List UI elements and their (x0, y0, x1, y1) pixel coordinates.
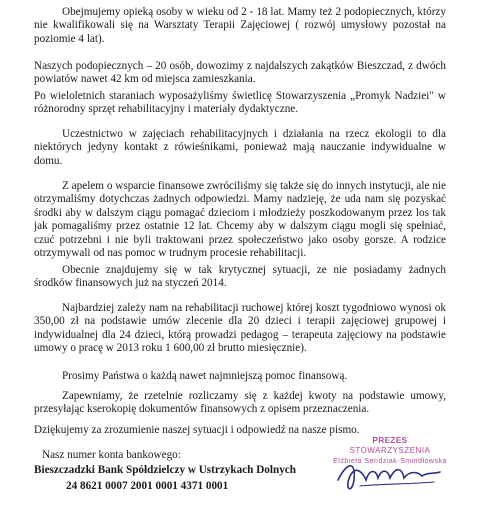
bank-name: Bieszczadzki Bank Spółdzielczy w Ustrzykach Dolnych (34, 464, 296, 476)
paragraph-8: Prosimy Państwa o każdą nawet najmniejszą pomoc finansową. (62, 370, 348, 382)
stamp-name: Elżbieta Sendziak-Smindłowska (333, 458, 447, 465)
stamp-title: PREZES (372, 436, 408, 445)
stamp-org: STOWARZYSZENIA (349, 446, 431, 455)
account-label: Nasz numer konta bankowego: (42, 449, 181, 461)
paragraph-3: Po wieloletnich staraniach wyposażyliśmy świetlicę Stowarzyszenia „Promyk Nadziei" w różnorodny sprzęt rehabilitacyjny i materiały dydaktyczne. (34, 90, 446, 116)
paragraph-9: Zapewniamy, że rzetelnie rozliczamy się z każdej kwoty na podstawie umowy, przesyłając kserokopię dokumentów finansowych z opisem przeznaczenia. (34, 390, 446, 416)
account-number: 24 8621 0007 2001 0001 4371 0001 (66, 480, 229, 492)
paragraph-7: Najbardziej zależy nam na rehabilitacji ruchowej której koszt tygodniowo wynosi ok 350,00 zł na podstawie umów zlecenie dla 20 dzieci i terapii zajęciowej grupowej i indywidualnej dla 24 dzieci, którą prowadzi pedagog – terapeuta zajęciowy na podstawie umowy o pracę w 2013 roku 1 600,00 zł brutto miesięcznie). (34, 302, 446, 355)
paragraph-4: Uczestnictwo w zajęciach rehabilitacyjnych i działania na rzecz ekologii to dla niektórych jedyny kontakt z rówieśnikami, ponieważ mają nauczanie indywidualne w domu. (34, 128, 446, 167)
paragraph-1: Obejmujemy opieką osoby w wieku od 2 - 18 lat. Mamy też 2 podopiecznych, którzy nie kwalifikowali się na Warsztaty Terapii Zajęciowej ( rozwój umysłowy pozostał na poziomie 4 lat). (34, 6, 446, 45)
handwritten-signature (330, 450, 450, 500)
paragraph-5: Z apelem o wsparcie finansowe zwróciliśmy się także się do innych instytucji, ale nie otrzymaliśmy dotychczas żadnych odpowiedzi. Mamy nadzieję, że uda nam się pozyskać środki aby w dalszym ciągu pomagać dzieciom i młodzieży poszkodowanym przez los tak jak pomagaliśmy przez ostatnie 12 lat. Chcemy aby w dalszym ciągu mogli się spełniać, czuć potrzebni i nie byli traktowani przez społeczeństwo jako osoby gorsze. A rodzice otrzymywali od nas pomoc w trudnym procesie rehabilitacji. (34, 180, 446, 260)
paragraph-2: Naszych podopiecznych – 20 osób, dowozimy z najdalszych zakątków Bieszczad, z dwóch powiatów nawet 42 km od miejsca zamieszkania. (34, 60, 446, 86)
paragraph-6: Obecnie znajdujemy się w tak krytycznej sytuacji, ze nie posiadamy żadnych środków finansowych już na styczeń 2014. (34, 264, 446, 290)
paragraph-10: Dziękujemy za zrozumienie naszej sytuacji i odpowiedź na nasze pismo. (34, 424, 360, 436)
